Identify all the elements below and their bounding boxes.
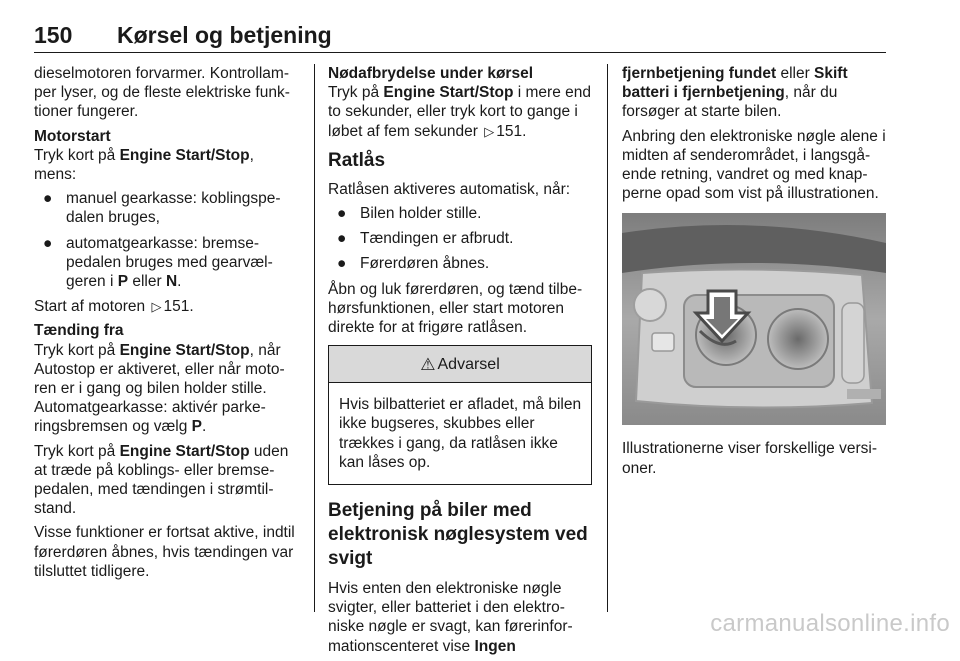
list-item-text: Førerdøren åbnes. xyxy=(360,255,490,273)
paragraph-taending xyxy=(34,321,300,436)
page-header xyxy=(34,22,886,53)
list-item-text: Bilen holder stille. xyxy=(360,205,482,223)
page-number: 150 xyxy=(34,22,73,48)
page-title: Kørsel og betjening xyxy=(117,22,332,48)
text: , mens: xyxy=(34,146,254,184)
list-item xyxy=(328,204,592,223)
text: . xyxy=(177,273,182,291)
bullet-icon: ● xyxy=(337,205,347,223)
text: , når du forsøger at starte bilen. xyxy=(622,84,838,121)
text: eller xyxy=(776,65,815,82)
cross-reference[interactable] xyxy=(34,297,300,316)
control-name: Engine Start/Stop xyxy=(119,146,250,164)
list-item-text: automatgearkasse: bremsepedalen bruges med gearvælgeren i xyxy=(66,234,273,291)
text: Start af motoren xyxy=(34,298,146,316)
message-text: fjernbetjening fundet xyxy=(622,65,777,82)
column-right xyxy=(622,64,886,483)
warning-text: Hvis bilbatteriet er afladet, må bilen ikke bugseres, skubbes eller trækkes i gang, da ratlåsen ikke kan låses op. xyxy=(339,396,582,471)
bullet-icon: ● xyxy=(43,234,53,252)
subheading-taending: Tænding fra xyxy=(34,322,124,340)
text: i mere end to sekunder, eller tryk kort to gange i løbet af fem sekunder xyxy=(328,84,592,140)
column-middle xyxy=(328,64,592,661)
list-item xyxy=(34,189,300,227)
list-item xyxy=(328,254,592,273)
list-item xyxy=(34,234,300,292)
text: Tryk kort på xyxy=(34,341,120,359)
warning-title: Advarsel xyxy=(437,355,500,373)
caption: Illustrationerne viser forskellige versioner. xyxy=(622,440,877,477)
column-divider xyxy=(314,64,315,612)
warning-header xyxy=(329,346,591,383)
paragraph: Visse funktioner er fortsat aktive, indtil førerdøren åbnes, hvis tændingen var tilsluttet tidligere. xyxy=(34,524,295,580)
warning-triangle-icon: ⚠ xyxy=(420,354,436,374)
paragraph xyxy=(34,442,300,519)
paragraph xyxy=(328,579,592,656)
bullet-icon: ● xyxy=(337,255,347,273)
key-placement-illustration xyxy=(622,213,886,425)
watermark: carmanualsonline.info xyxy=(710,610,950,637)
reference-triangle-icon: ▷ xyxy=(151,299,162,315)
paragraph: Anbring den elektroniske nøgle alene i midten af senderområdet, i langsgående retning, vandret og med knapperne opad som vist på illustrationen. xyxy=(622,127,886,203)
text: Tryk kort på xyxy=(34,442,120,460)
paragraph xyxy=(622,64,886,122)
message-text: Skift batteri i fjernbetjening xyxy=(622,65,848,102)
gear-p: P xyxy=(191,418,203,436)
paragraph: dieselmotoren forvarmer. Kontrollamper lyser, og de fleste elektriske funktioner fungerer. xyxy=(34,65,290,121)
text: eller xyxy=(128,273,166,291)
text: Tryk på xyxy=(328,84,384,102)
reference-page: 151. xyxy=(163,298,194,316)
subheading-nodafbrydelse: Nødafbrydelse under kørsel xyxy=(328,65,534,82)
text: Tryk kort på xyxy=(34,146,120,164)
column-divider xyxy=(607,64,608,612)
gear-p: P xyxy=(117,273,129,291)
control-name: Engine Start/Stop xyxy=(383,84,514,102)
text: Hvis enten den elektroniske nøgle svigter, eller batteriet i den elektroniske nøgle er svagt, kan førerinformationscenteret vise xyxy=(328,580,573,655)
reference-page[interactable]: 151. xyxy=(496,122,527,140)
control-name: Engine Start/Stop xyxy=(119,442,250,460)
column-left xyxy=(34,64,300,586)
paragraph-motorstart xyxy=(34,127,300,185)
paragraph-nodafbrydelse xyxy=(328,64,592,141)
control-name: Engine Start/Stop xyxy=(119,341,250,359)
console-photo xyxy=(622,213,886,425)
reference-triangle-icon: ▷ xyxy=(484,123,495,139)
text: , når Autostop er aktiveret, eller når motoren er i gang og bilen holder stille. Automatgearkasse: aktivér parkeringsbremsen og vælg xyxy=(34,341,285,436)
bullet-icon: ● xyxy=(337,230,347,248)
text: . xyxy=(202,418,207,436)
bullet-icon: ● xyxy=(43,190,53,208)
subheading-motorstart: Motorstart xyxy=(34,127,111,145)
message-text: Ingen xyxy=(474,637,516,655)
list-item-text: Tændingen er afbrudt. xyxy=(360,230,514,248)
list-item xyxy=(328,229,592,248)
warning-box xyxy=(328,345,592,485)
section-heading-betjening: Betjening på biler med elektronisk nøglesystem ved svigt xyxy=(328,500,588,570)
paragraph: Åbn og luk førerdøren, og tænd tilbehørsfunktionen, eller start motoren direkte for at frigøre ratlåsen. xyxy=(328,280,583,337)
text: uden at træde på koblings- eller bremsepedalen, med tændingen i strømtilstand. xyxy=(34,442,289,518)
gear-n: N xyxy=(165,273,178,291)
paragraph: Ratlåsen aktiveres automatisk, når: xyxy=(328,180,571,198)
list-item-text: manuel gearkasse: koblingspedalen bruges, xyxy=(66,190,281,227)
section-heading-ratlas: Ratlås xyxy=(328,149,386,171)
